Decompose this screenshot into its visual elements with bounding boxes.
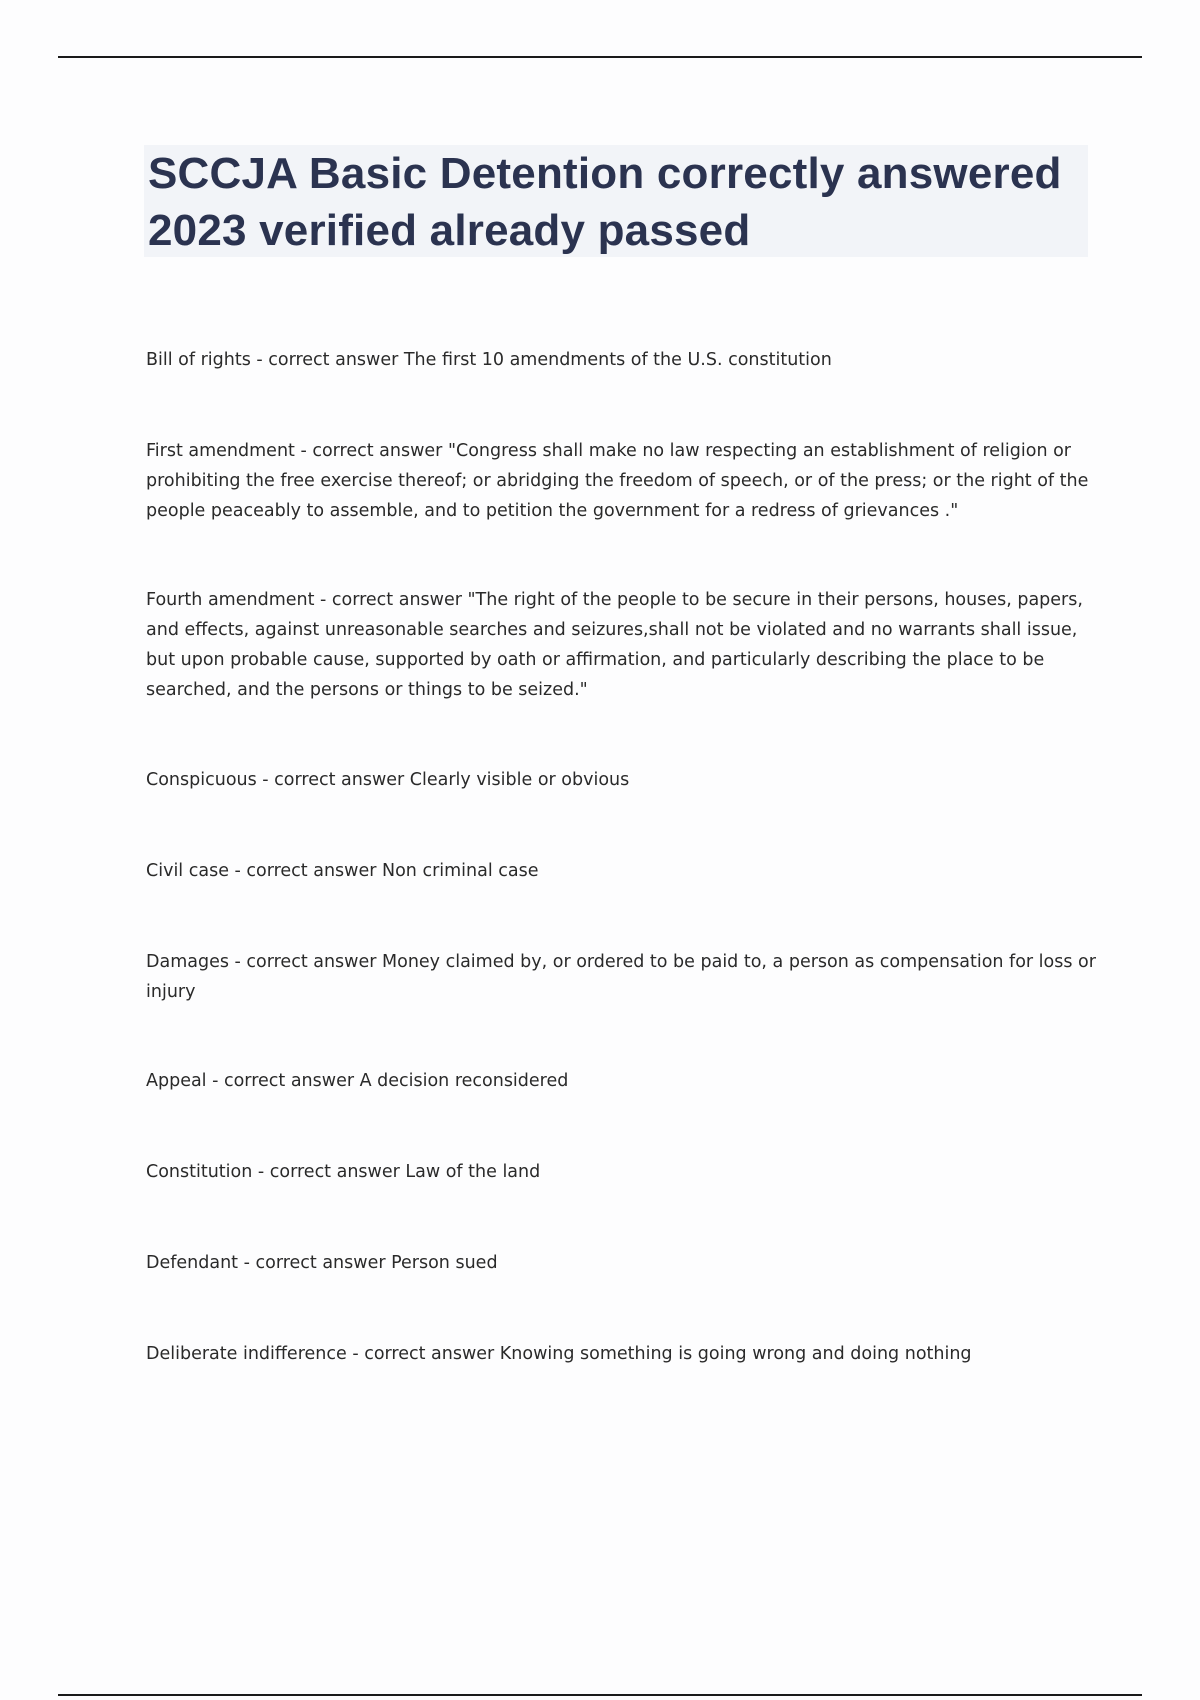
top-rule <box>58 56 1142 58</box>
qa-entry-conspicuous: Conspicuous - correct answer Clearly visible or obvious <box>146 770 630 790</box>
qa-entry-appeal: Appeal - correct answer A decision reconsidered <box>146 1071 569 1091</box>
qa-entry-bill-of-rights: Bill of rights - correct answer The first 10 amendments of the U.S. constitution <box>146 350 832 370</box>
title-block <box>144 145 1088 257</box>
bottom-rule <box>58 1694 1142 1696</box>
qa-entry-civil-case: Civil case - correct answer Non criminal case <box>146 861 539 881</box>
qa-entry-fourth-amendment: Fourth amendment - correct answer "The right of the people to be secure in their persons, houses, papers, and effects, against unreasonable searches and seizures,shall not be violated and no warrants shall issue, but upon probable cause, supported by oath or affirmation, and particularly describing the place to be searched, and the persons or things to be seized." <box>146 590 1083 700</box>
qa-entry-defendant: Defendant - correct answer Person sued <box>146 1253 498 1273</box>
document-title: SCCJA Basic Detention correctly answered 2023 verified already passed <box>148 149 1062 255</box>
qa-entry-damages: Damages - correct answer Money claimed by, or ordered to be paid to, a person as compensation for loss or injury <box>146 952 1096 1002</box>
qa-entry-first-amendment: First amendment - correct answer "Congress shall make no law respecting an establishment of religion or prohibiting the free exercise thereof; or abridging the freedom of speech, or of the press; or the right of the people peaceably to assemble, and to petition the government for a redress of grievances ." <box>146 441 1089 521</box>
qa-entry-constitution: Constitution - correct answer Law of the land <box>146 1162 541 1182</box>
qa-entry-deliberate-indifference: Deliberate indifference - correct answer Knowing something is going wrong and doing nothing <box>146 1344 972 1364</box>
